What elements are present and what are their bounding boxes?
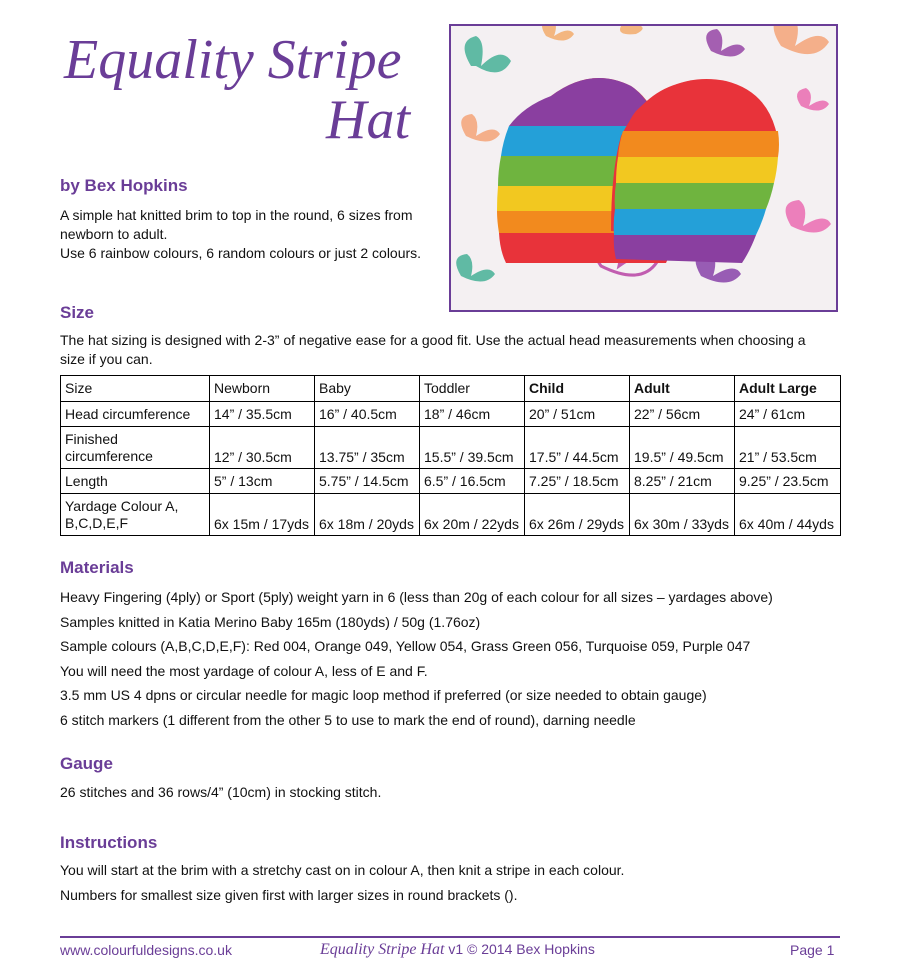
intro-text (60, 206, 448, 263)
gauge-heading: Gauge (60, 754, 113, 773)
table-cell: 6x 18m / 20yds (315, 494, 420, 536)
size-table (60, 375, 841, 536)
title-line-1: Equality Stripe (64, 29, 402, 91)
instructions-line: Numbers for smallest size given first with larger sizes in round brackets (). (60, 887, 518, 903)
table-cell: 7.25” / 18.5cm (525, 469, 630, 494)
table-header-cell: Child (525, 376, 630, 402)
table-row (61, 469, 841, 494)
table-cell: 6x 30m / 33yds (630, 494, 735, 536)
table-cell: 5.75” / 14.5cm (315, 469, 420, 494)
table-cell: 5” / 13cm (210, 469, 315, 494)
table-cell: 6x 15m / 17yds (210, 494, 315, 536)
table-cell: 14” / 35.5cm (210, 402, 315, 427)
table-cell: 17.5” / 44.5cm (525, 427, 630, 469)
table-cell: 8.25” / 21cm (630, 469, 735, 494)
intro-paragraph-1: A simple hat knitted brim to top in the round, 6 sizes from newborn to adult. (60, 207, 413, 242)
page-number: Page 1 (790, 942, 835, 958)
instructions-heading: Instructions (60, 833, 158, 852)
table-cell: 13.75” / 35cm (315, 427, 420, 469)
table-cell: 18” / 46cm (420, 402, 525, 427)
table-cell: Yardage Colour A, B,C,D,E,F (61, 494, 210, 536)
table-header-cell: Adult (630, 376, 735, 402)
table-cell: Length (61, 469, 210, 494)
table-cell: 6x 26m / 29yds (525, 494, 630, 536)
table-header-cell: Toddler (420, 376, 525, 402)
table-cell: 19.5” / 49.5cm (630, 427, 735, 469)
table-cell: 16” / 40.5cm (315, 402, 420, 427)
intro-paragraph-2: Use 6 rainbow colours, 6 random colours or just 2 colours. (60, 245, 422, 261)
materials-line: Samples knitted in Katia Merino Baby 165m (180yds) / 50g (1.76oz) (60, 613, 481, 630)
materials-line: 6 stitch markers (1 different from the other 5 to use to mark the end of round), darning needle (60, 711, 636, 728)
table-cell: 12” / 30.5cm (210, 427, 315, 469)
title-line-2: Hat (326, 89, 410, 151)
table-header-cell: Newborn (210, 376, 315, 402)
materials-heading: Materials (60, 558, 134, 577)
table-row (61, 427, 841, 469)
table-cell: 9.25” / 23.5cm (735, 469, 841, 494)
materials-line: You will need the most yardage of colour A, less of E and F. (60, 662, 428, 679)
table-cell: 24” / 61cm (735, 402, 841, 427)
table-row (61, 494, 841, 536)
table-cell: 6.5” / 16.5cm (420, 469, 525, 494)
footer-title (320, 941, 595, 959)
instructions-line: You will start at the brim with a stretchy cast on in colour A, then knit a stripe in each colour. (60, 862, 625, 878)
footer-divider (60, 936, 840, 938)
footer-website-link[interactable]: www.colourfuldesigns.co.uk (60, 942, 232, 958)
table-cell: 21” / 53.5cm (735, 427, 841, 469)
table-cell: 22” / 56cm (630, 402, 735, 427)
table-cell: 20” / 51cm (525, 402, 630, 427)
size-heading: Size (60, 303, 95, 322)
materials-list (60, 585, 860, 732)
byline: by Bex Hopkins (60, 176, 188, 195)
hats-photo (449, 24, 838, 312)
table-row (61, 402, 841, 427)
table-cell: Head circumference (61, 402, 210, 427)
gauge-text: 26 stitches and 36 rows/4” (10cm) in stocking stitch. (60, 784, 382, 800)
table-cell: Finished circumference (61, 427, 210, 469)
footer-pattern-name: Equality Stripe Hat (320, 941, 445, 958)
materials-line: Sample colours (A,B,C,D,E,F): Red 004, Orange 049, Yellow 054, Grass Green 056, Turquoise 059, Purple 047 (60, 638, 751, 654)
table-cell: 6x 20m / 22yds (420, 494, 525, 536)
table-header-cell: Size (61, 376, 210, 402)
table-header-cell: Baby (315, 376, 420, 402)
hats-illustration (451, 26, 836, 310)
table-header-cell: Adult Large (735, 376, 841, 402)
size-description: The hat sizing is designed with 2-3” of negative ease for a good fit. Use the actual head measurements when choosing a size if you can. (60, 332, 806, 367)
page-title (60, 30, 440, 150)
materials-line: Heavy Fingering (4ply) or Sport (5ply) weight yarn in 6 (less than 20g of each colour for all sizes – yardages above) (60, 589, 773, 605)
table-header-row (61, 376, 841, 402)
table-cell: 15.5” / 39.5cm (420, 427, 525, 469)
footer-version: v1 © 2014 Bex Hopkins (448, 941, 595, 957)
table-cell: 6x 40m / 44yds (735, 494, 841, 536)
materials-line: 3.5 mm US 4 dpns or circular needle for magic loop method if preferred (or size needed to obtain gauge) (60, 687, 707, 703)
